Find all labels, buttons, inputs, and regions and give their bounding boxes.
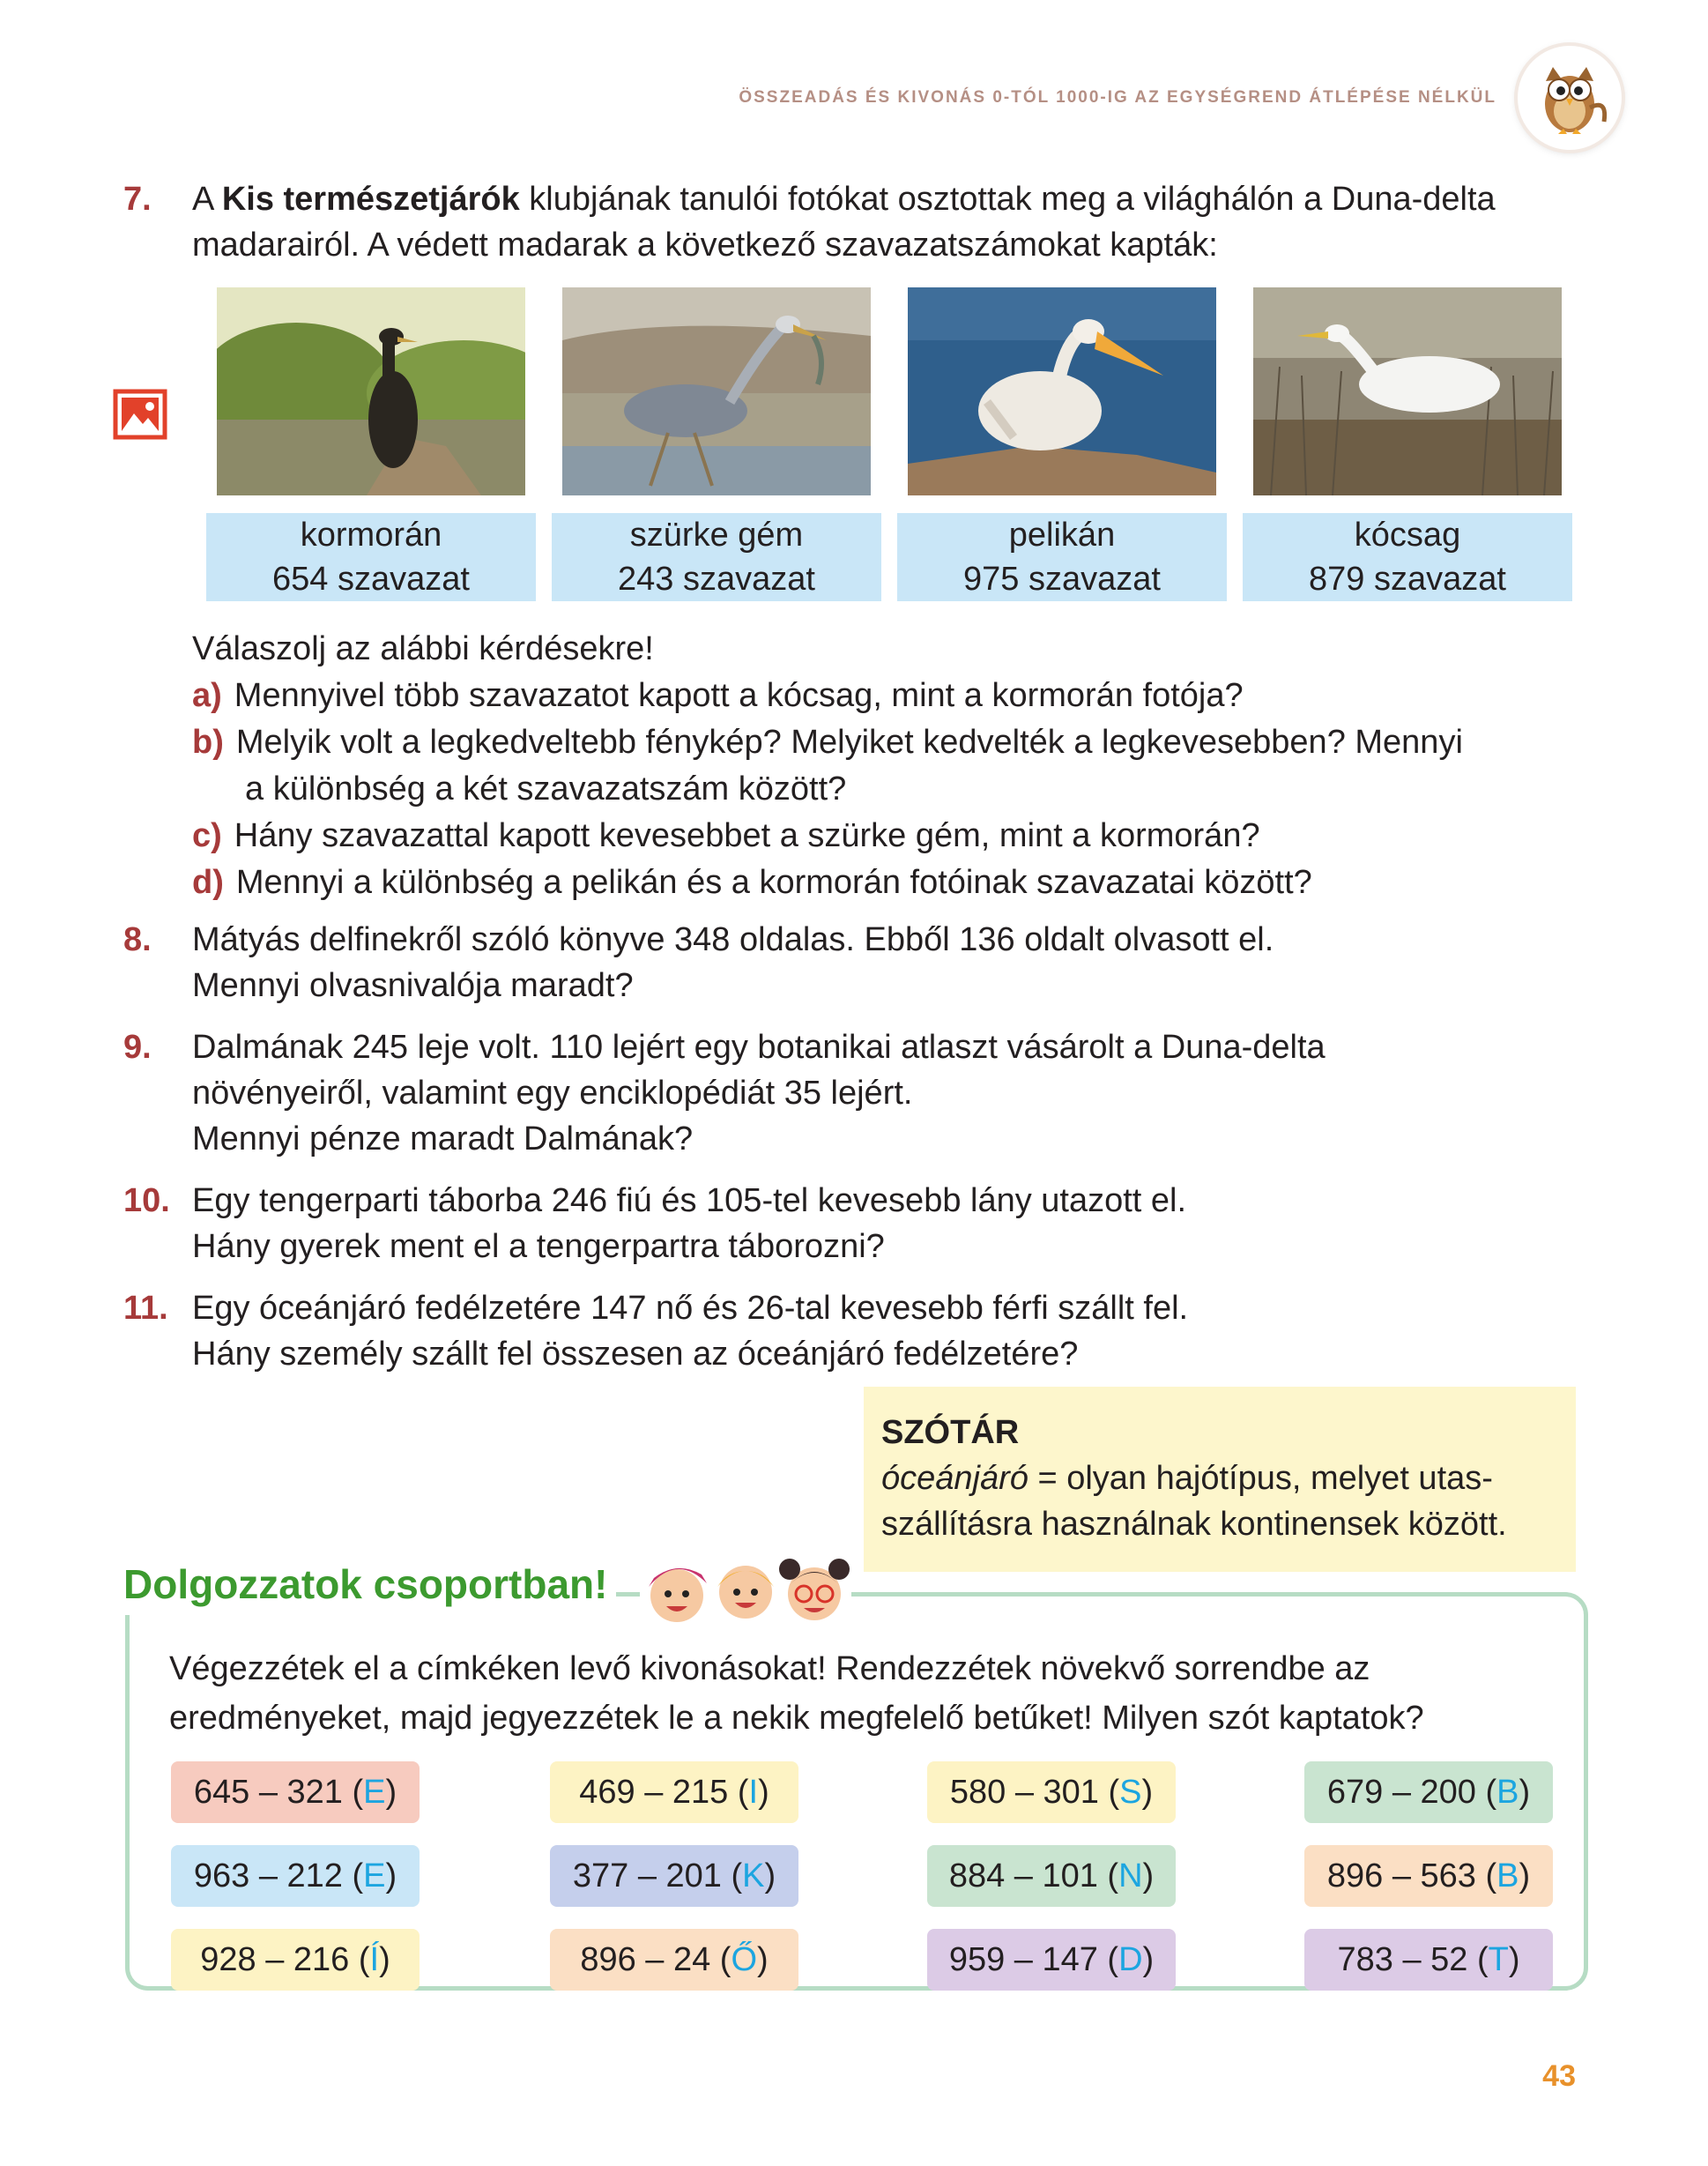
group-work-heading: Dolgozzatok csoportban!	[123, 1553, 616, 1615]
subtraction-tag: 928 – 216 (Í)	[171, 1929, 420, 1991]
exercise-line: Dalmának 245 leje volt. 110 lejért egy botanikai atlaszt vásárolt a Duna-delta	[192, 1029, 1326, 1066]
question-d: d) Mennyi a különbség a pelikán és a kormorán fotóinak szavazatai között?	[192, 864, 1312, 901]
exercise-number: 10.	[123, 1182, 170, 1219]
subtraction-tag: 884 – 101 (N)	[927, 1845, 1176, 1907]
questions-prompt: Válaszolj az alábbi kérdésekre!	[192, 630, 654, 667]
subtraction-tag: 580 – 301 (S)	[927, 1761, 1176, 1823]
exercise-8	[123, 917, 1622, 1014]
exercise-9	[123, 1024, 1622, 1165]
tag-letter: S	[1119, 1774, 1142, 1811]
subtraction-tag: 783 – 52 (T)	[1304, 1929, 1553, 1991]
exercise-line: Mátyás delfinekről szóló könyve 348 oldalas. Ebből 136 oldalt olvasott el.	[192, 921, 1274, 958]
owl-icon	[1526, 55, 1613, 141]
bird-name: pelikán	[1008, 517, 1116, 554]
question-b: b) Melyik volt a legkedveltebb fénykép? Melyiket kedvelték a legkevesebben? Mennyi	[192, 724, 1463, 761]
chapter-title: ÖSSZEADÁS ÉS KIVONÁS 0-TÓL 1000-IG AZ EGYSÉGREND ÁTLÉPÉSE NÉLKÜL	[739, 88, 1496, 107]
bird-name: szürke gém	[629, 517, 804, 554]
subtraction-tag: 377 – 201 (K)	[550, 1845, 798, 1907]
exercise-number: 11.	[123, 1290, 168, 1327]
question-c: c) Hány szavazattal kapott kevesebbet a szürke gém, mint a kormorán?	[192, 817, 1260, 854]
group-instructions-line: eredményeket, majd jegyezzétek le a nekik megfelelő betűket! Milyen szót kaptatok?	[169, 1700, 1424, 1737]
page-number: 43	[1542, 2059, 1576, 2093]
subtraction-tag: 963 – 212 (E)	[171, 1845, 420, 1907]
bird-label-box	[1243, 513, 1572, 601]
bird-votes: 654 szavazat	[272, 561, 470, 598]
tag-letter: D	[1118, 1941, 1143, 1978]
dictionary-term: óceánjáró	[881, 1460, 1029, 1497]
exercise-line: Egy óceánjáró fedélzetére 147 nő és 26-tal kevesebb férfi szállt fel.	[192, 1290, 1189, 1327]
tag-letter: Ő	[731, 1941, 758, 1978]
exercise-line: Hány gyerek ment el a tengerpartra táborozni?	[192, 1228, 885, 1265]
bird-name: kormorán	[300, 517, 442, 554]
exercise-7	[123, 176, 1622, 273]
exercise-line: Mennyi pénze maradt Dalmának?	[192, 1120, 694, 1157]
subtraction-tag: 679 – 200 (B)	[1304, 1761, 1553, 1823]
bird-label-box	[897, 513, 1227, 601]
exercise-11	[123, 1285, 1622, 1382]
exercise-number: 9.	[123, 1029, 152, 1066]
bird-votes: 243 szavazat	[618, 561, 815, 598]
pelican-photo	[908, 287, 1216, 495]
subtraction-tag: 896 – 563 (B)	[1304, 1845, 1553, 1907]
exercise-line: Egy tengerparti táborba 246 fiú és 105-tel kevesebb lány utazott el.	[192, 1182, 1187, 1219]
grey-heron-photo	[562, 287, 871, 495]
subtraction-tag: 645 – 321 (E)	[171, 1761, 420, 1823]
bird-votes: 879 szavazat	[1309, 561, 1506, 598]
subtraction-tag: 959 – 147 (D)	[927, 1929, 1176, 1991]
exercise-line: madarairól. A védett madarak a következő szavazatszámokat kapták:	[192, 227, 1218, 264]
exercise-line: növényeiről, valamint egy enciklopédiát 35 lejért.	[192, 1075, 913, 1112]
exercise-line: Hány személy szállt fel összesen az óceánjáró fedélzetére?	[192, 1336, 1079, 1373]
tag-letter: E	[363, 1774, 386, 1811]
group-instructions-line: Végezzétek el a címkéken levő kivonásokat! Rendezzétek növekvő sorrendbe az	[169, 1650, 1370, 1687]
question-b-continued: a különbség a két szavazatszám között?	[245, 770, 847, 808]
tag-letter: I	[748, 1774, 759, 1811]
tag-letter: N	[1118, 1857, 1143, 1894]
bird-label-box	[206, 513, 536, 601]
dictionary-title: SZÓTÁR	[881, 1414, 1020, 1451]
egret-photo	[1253, 287, 1562, 495]
tag-letter: Í	[369, 1941, 380, 1978]
tag-letter: E	[363, 1857, 386, 1894]
exercise-line: Mennyi olvasnivalója maradt?	[192, 967, 634, 1004]
exercise-line: A Kis természetjárók klubjának tanulói fotókat osztottak meg a világhálón a Duna-delta	[192, 181, 1496, 218]
exercise-number: 7.	[123, 181, 152, 218]
bird-label-box	[552, 513, 881, 601]
owl-mascot-badge	[1518, 46, 1622, 150]
children-illustration	[640, 1548, 851, 1633]
subtraction-tag: 896 – 24 (Ő)	[550, 1929, 798, 1991]
club-name: Kis természetjárók	[221, 181, 520, 218]
image-gallery-icon[interactable]	[113, 389, 167, 440]
bird-votes: 975 szavazat	[963, 561, 1161, 598]
exercise-10	[123, 1178, 1622, 1275]
tag-letter: B	[1496, 1857, 1519, 1894]
dictionary-definition-continued: szállításra használnak kontinensek között.	[881, 1506, 1507, 1543]
dictionary-definition: óceánjáró = olyan hajótípus, melyet utas-	[881, 1460, 1493, 1497]
tag-letter: T	[1488, 1941, 1509, 1978]
bird-name: kócsag	[1354, 517, 1461, 554]
question-a: a) Mennyivel több szavazatot kapott a kócsag, mint a kormorán fotója?	[192, 677, 1244, 714]
subtraction-tag: 469 – 215 (I)	[550, 1761, 798, 1823]
tag-letter: K	[742, 1857, 765, 1894]
tag-letter: B	[1496, 1774, 1519, 1811]
dictionary-box	[864, 1387, 1576, 1572]
cormorant-photo	[217, 287, 525, 495]
exercise-number: 8.	[123, 921, 152, 958]
